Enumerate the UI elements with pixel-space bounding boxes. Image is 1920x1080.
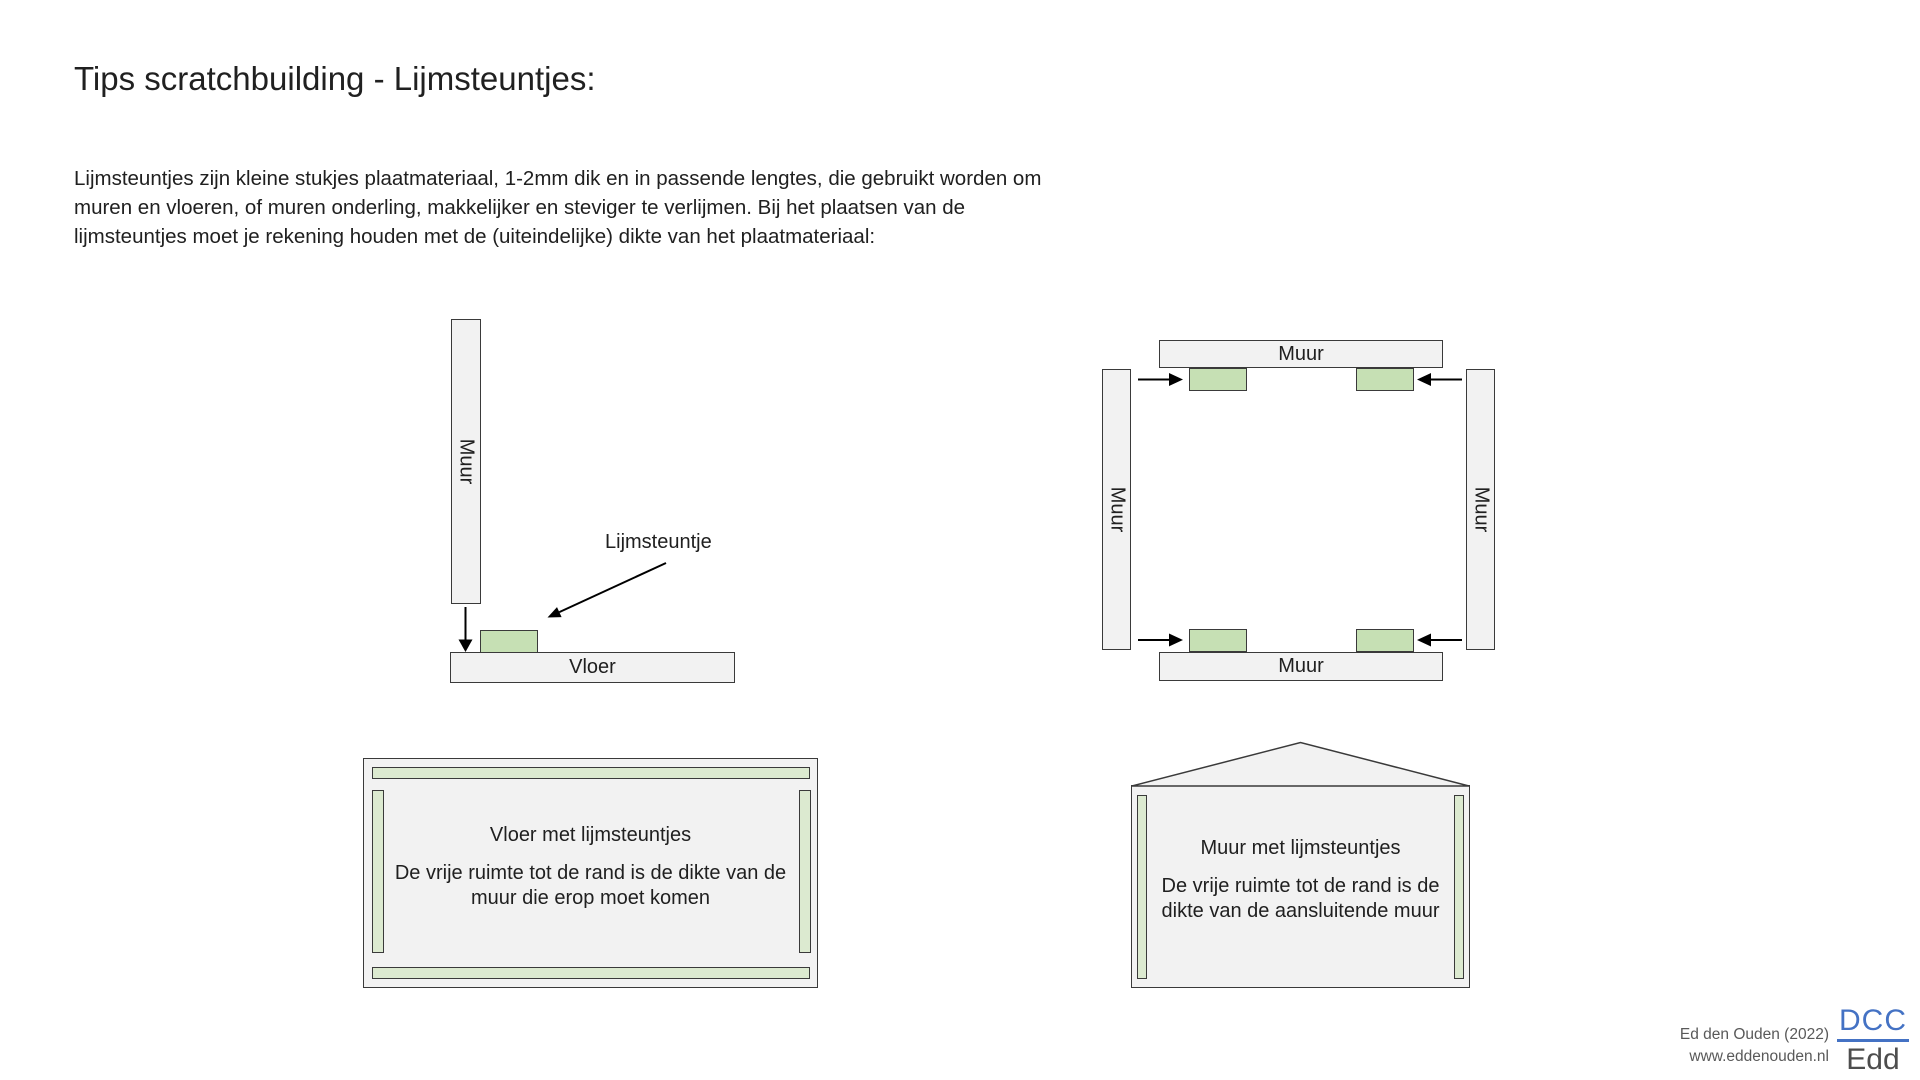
credit-name: Ed den Ouden (2022)	[1679, 1026, 1829, 1043]
box-bottom-wall-bar	[1159, 652, 1443, 681]
dcc-edd-logo	[1837, 1006, 1909, 1075]
box-top-wall-bar	[1159, 340, 1443, 368]
credit-url: www.eddenouden.nl	[1689, 1048, 1829, 1065]
floor-panel-strip-top	[372, 767, 810, 779]
intro-paragraph	[74, 164, 1041, 251]
support-callout-label: Lijmsteuntje	[605, 531, 712, 553]
arrow-box-top-right	[1417, 373, 1462, 386]
footer-credit	[1680, 1024, 1829, 1068]
corner-floor-bar	[450, 652, 735, 683]
logo-dcc-text: DCC	[1837, 1006, 1909, 1042]
box-support-block-bottom-right	[1356, 629, 1414, 652]
wall-panel-title: Muur met lijmsteuntjes	[1200, 837, 1401, 859]
arrow-box-top-left	[1138, 373, 1183, 386]
page-title: Tips scratchbuilding - Lijmsteuntjes:	[74, 60, 596, 97]
box-left-wall-bar	[1102, 369, 1131, 650]
floor-panel-text	[364, 823, 817, 911]
corner-floor-label: Vloer	[569, 656, 616, 678]
box-top-wall-label: Muur	[1278, 342, 1324, 365]
arrow-support-callout	[548, 563, 667, 618]
floor-panel-title: Vloer met lijmsteuntjes	[489, 824, 692, 846]
wall-panel-gable-triangle	[1132, 743, 1469, 787]
box-support-block-bottom-left	[1189, 629, 1247, 652]
floor-panel-strip-bottom	[372, 967, 810, 979]
wall-panel-text	[1132, 836, 1469, 924]
wall-panel	[1131, 785, 1470, 988]
floor-panel-body-line-2: muur die erop moet komen	[470, 887, 710, 909]
floor-panel-body-line-1: De vrije ruimte tot de rand is de dikte van de	[394, 862, 787, 884]
corner-wall-bar	[451, 319, 481, 604]
corner-wall-label: Muur	[455, 438, 478, 485]
box-right-wall-bar	[1466, 369, 1495, 650]
arrow-box-bottom-right	[1417, 634, 1462, 647]
corner-support-block	[480, 630, 538, 653]
box-right-wall-label: Muur	[1470, 486, 1493, 533]
logo-edd-text: Edd	[1846, 1043, 1900, 1076]
box-support-block-top-left	[1189, 368, 1247, 391]
box-bottom-wall-label: Muur	[1278, 655, 1324, 677]
intro-line-1: Lijmsteuntjes zijn kleine stukjes plaatmateriaal, 1-2mm dik en in passende lengtes, die gebruikt worden om	[74, 167, 1042, 190]
arrow-wall-down	[459, 607, 473, 652]
arrow-box-bottom-left	[1138, 634, 1183, 647]
intro-line-2: muren en vloeren, of muren onderling, makkelijker en steviger te verlijmen. Bij het plaatsen van de	[74, 196, 966, 219]
box-support-block-top-right	[1356, 368, 1414, 391]
wall-panel-body-line-1: De vrije ruimte tot de rand is de	[1161, 875, 1440, 897]
box-left-wall-label: Muur	[1106, 486, 1129, 533]
floor-panel	[363, 758, 818, 988]
wall-panel-body-line-2: dikte van de aansluitende muur	[1161, 900, 1440, 922]
intro-line-3: lijmsteuntjes moet je rekening houden met de (uiteindelijke) dikte van het plaatmateriaal:	[74, 225, 876, 248]
